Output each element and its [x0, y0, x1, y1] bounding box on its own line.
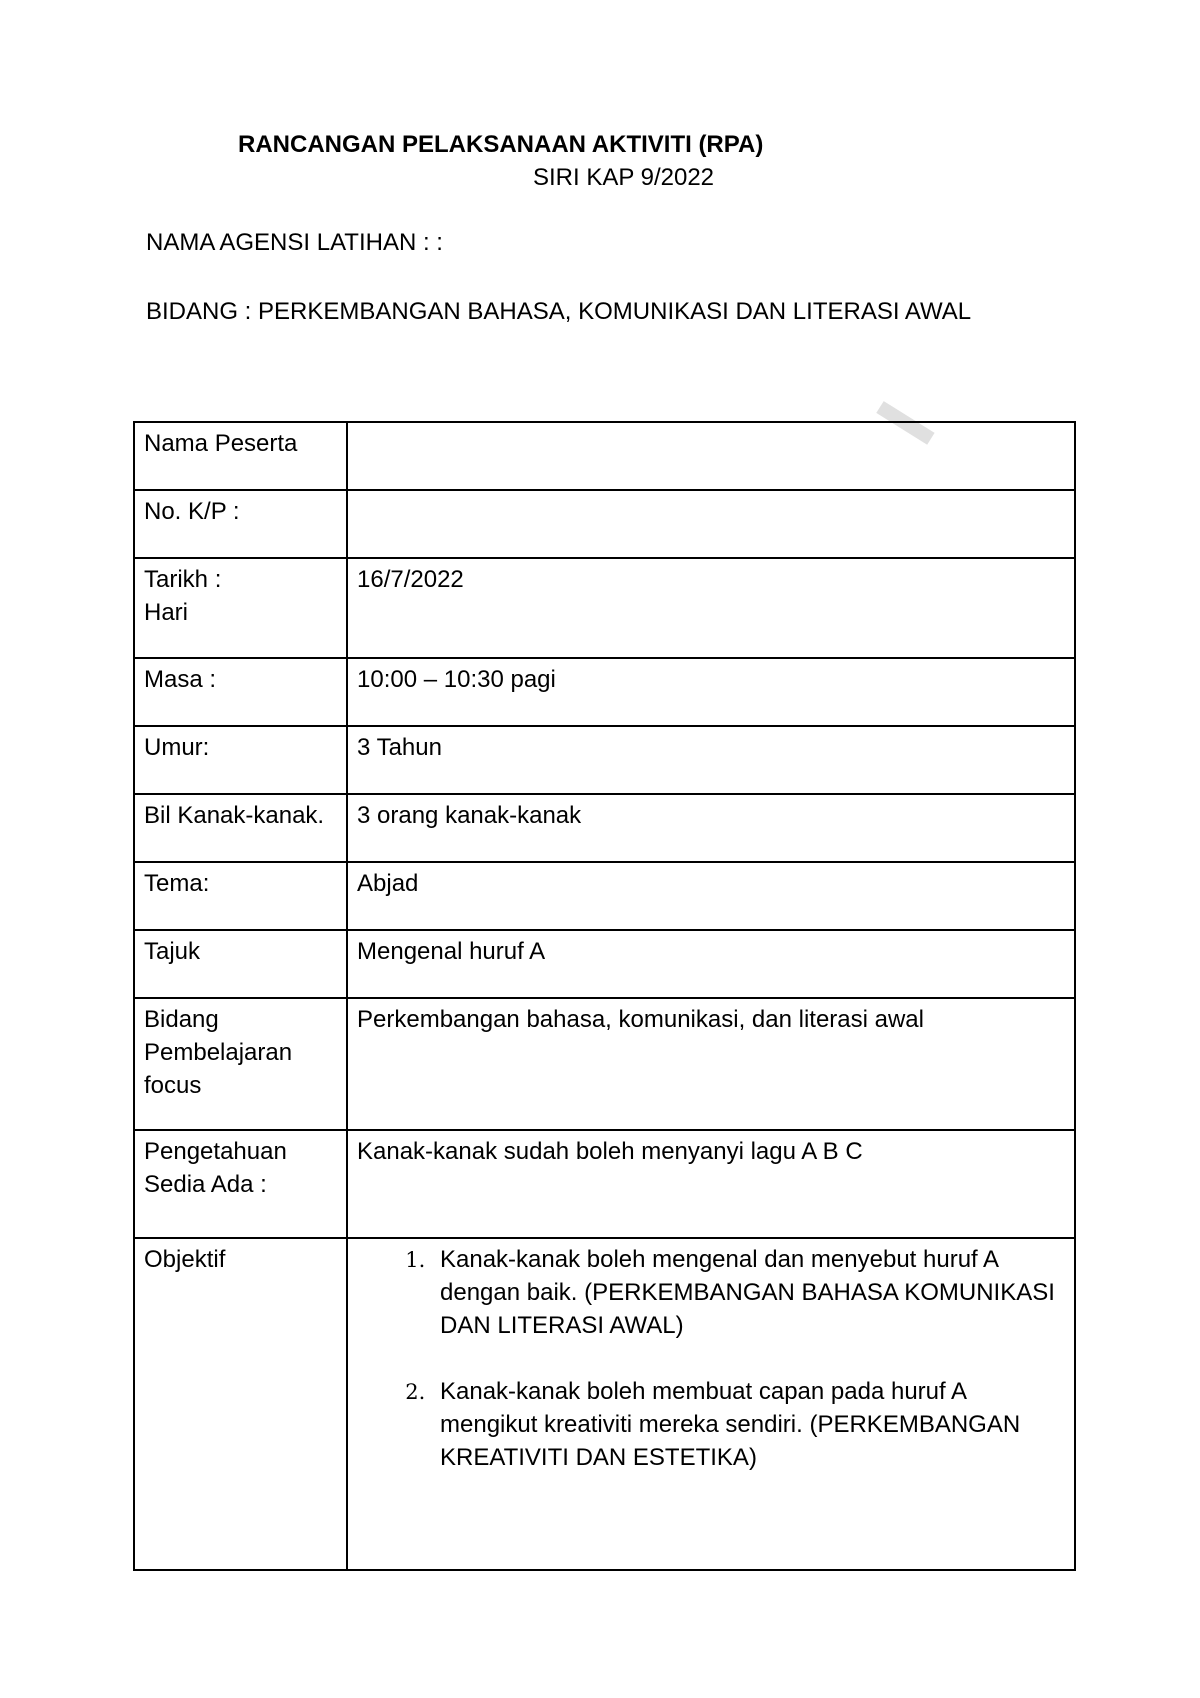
- agency-line: NAMA AGENSI LATIHAN : :: [146, 229, 443, 256]
- row-label-secondary: Hari: [144, 599, 189, 626]
- table-row: [134, 794, 1075, 862]
- row-label: Tarikh :: [144, 566, 222, 593]
- row-value: 3 orang kanak-kanak: [347, 794, 1075, 862]
- field-line: BIDANG : PERKEMBANGAN BAHASA, KOMUNIKASI DAN LITERASI AWAL: [146, 298, 972, 325]
- row-label: Masa :: [134, 658, 347, 726]
- row-label: Tajuk: [134, 930, 347, 998]
- row-value: 3 Tahun: [347, 726, 1075, 794]
- table-row: [134, 862, 1075, 930]
- row-label: Bil Kanak-kanak.: [134, 794, 347, 862]
- row-value: Mengenal huruf A: [347, 930, 1075, 998]
- row-label: No. K/P :: [134, 490, 347, 558]
- document-title: RANCANGAN PELAKSANAAN AKTIVITI (RPA): [238, 131, 764, 158]
- row-label: Objektif: [134, 1238, 347, 1570]
- row-value: Abjad: [347, 862, 1075, 930]
- table-row: [134, 558, 1075, 658]
- row-value: Kanak-kanak sudah boleh menyanyi lagu A B C: [347, 1130, 1075, 1238]
- table-row: [134, 658, 1075, 726]
- row-value: Perkembangan bahasa, komunikasi, dan literasi awal: [347, 998, 1075, 1130]
- document-subtitle: SIRI KAP 9/2022: [533, 164, 715, 191]
- table-row: [134, 1238, 1075, 1570]
- table-row: [134, 930, 1075, 998]
- row-value: [347, 490, 1075, 558]
- objectives-list: [357, 1243, 1064, 1474]
- row-label-cell: [134, 558, 347, 658]
- objectives-cell: [347, 1238, 1075, 1570]
- objective-item: 1. Kanak-kanak boleh mengenal dan menyebut huruf A dengan baik. (PERKEMBANGAN BAHASA KOMUNIKASI DAN LITERASI AWAL): [432, 1243, 1064, 1342]
- row-value: 10:00 – 10:30 pagi: [347, 658, 1075, 726]
- rpa-table: [133, 421, 1076, 1571]
- row-label: Tema:: [134, 862, 347, 930]
- table-row: [134, 1130, 1075, 1238]
- table-row: [134, 490, 1075, 558]
- row-label: Pengetahuan Sedia Ada :: [134, 1130, 347, 1238]
- row-label: Bidang Pembelajaran focus: [134, 998, 347, 1130]
- row-label: Nama Peserta: [134, 422, 347, 490]
- table-row: [134, 422, 1075, 490]
- table-row: [134, 726, 1075, 794]
- table-row: [134, 998, 1075, 1130]
- row-label: Umur:: [134, 726, 347, 794]
- objective-item: 2. Kanak-kanak boleh membuat capan pada huruf A mengikut kreativiti mereka sendiri. (PERKEMBANGAN KREATIVITI DAN ESTETIKA): [432, 1375, 1064, 1474]
- row-value: 16/7/2022: [347, 558, 1075, 658]
- row-value: [347, 422, 1075, 490]
